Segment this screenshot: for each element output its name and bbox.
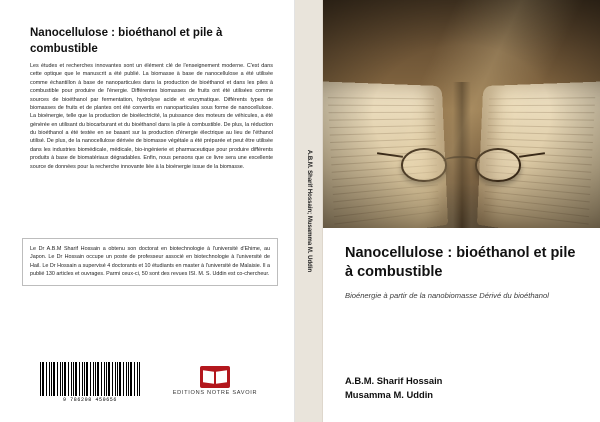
author-name-primary: A.B.M. Sharif Hossain xyxy=(345,375,443,386)
author-name-secondary: Musamma M. Uddin xyxy=(345,388,434,400)
spine-panel xyxy=(295,0,323,422)
barcode-digits: 9 786208 450656 xyxy=(62,397,117,403)
front-cover-subtitle: Bioénergie à partir de la nanobiomasse Dérivé du bioéthanol xyxy=(345,291,549,300)
cover-photo xyxy=(323,0,600,228)
author-bio-box: Le Dr A.B.M Sharif Hossain a obtenu son doctorat en biotechnologie à l'université d'Ehime, au Japon. Le Dr Hossain occupe un poste de professeur associé en biotechnologie à l'université de Hail. Le Dr Hossain a supervisé 4 doctorants et 10 étudiants en master à l'université de Malaisie. Il a publié 130 articles et ouvrages. Parmi ceux-ci, 50 sont des revues ISI. M. S. Uddin est co-chercheur. xyxy=(22,238,278,286)
publisher-logo-back xyxy=(163,366,267,396)
barcode-bars xyxy=(40,362,140,396)
photo-vignette xyxy=(323,0,600,228)
front-cover-authors xyxy=(345,374,583,401)
back-cover-panel xyxy=(0,0,295,422)
back-cover-title: Nanocellulose : bioéthanol et pile à combustible xyxy=(30,27,223,55)
book-logo-icon xyxy=(200,366,230,388)
barcode xyxy=(40,362,140,402)
front-cover-panel xyxy=(323,0,600,422)
back-cover-blurb: Les études et recherches innovantes sont un élément clé de l'enseignement moderne. C'est dans cette optique que le manuscrit a été publié. La biomasse à base de nanocellulose a été utilisée comme échantillon à base de nanoparticules dans la production de bioéthanol et dans les piles à combustible pour produire de l'énergie. Différentes biomasses de fruits ont été utilisées comme sources de bioéthanol par fermentation, hydrolyse acide et enzymatique. Différents types de biomasses de fruits et de plantes ont été convertis en nanoparticules sous forme de nanocellulose. La bioénergie, telle que la production de bioélectricité, la puissance des moteurs de véhicules, a été générée en utilisant du biocarburant et du bioéthanol dans la pile à combustible. De plus, la réduction du bioéthanol a été testée en se basant sur la production d'énergie électrique au lieu de l'éthanol utilisé. De plus, de la nanocellulose dérivée de biomasse végétale a été préparée et peut être utilisée dans les industries biomédicale, médicale, bio-ingénierie et pharmaceutique pour produire différents produits à base de biomatériaux dégradables. Enfin, nous pensons que ce livre sera une excellente source de données pour la recherche innovante liée à la bioénergie issue de la biomasse. xyxy=(30,63,273,170)
publisher-name-back: EDITIONS NOTRE SAVOIR xyxy=(172,390,258,396)
spine-authors: A.B.M. Sharif Hossain; Musamma M. Uddin xyxy=(305,149,312,273)
front-cover-text-area xyxy=(323,228,600,422)
front-cover-title: Nanocellulose : bioéthanol et pile à combustible xyxy=(345,245,576,280)
